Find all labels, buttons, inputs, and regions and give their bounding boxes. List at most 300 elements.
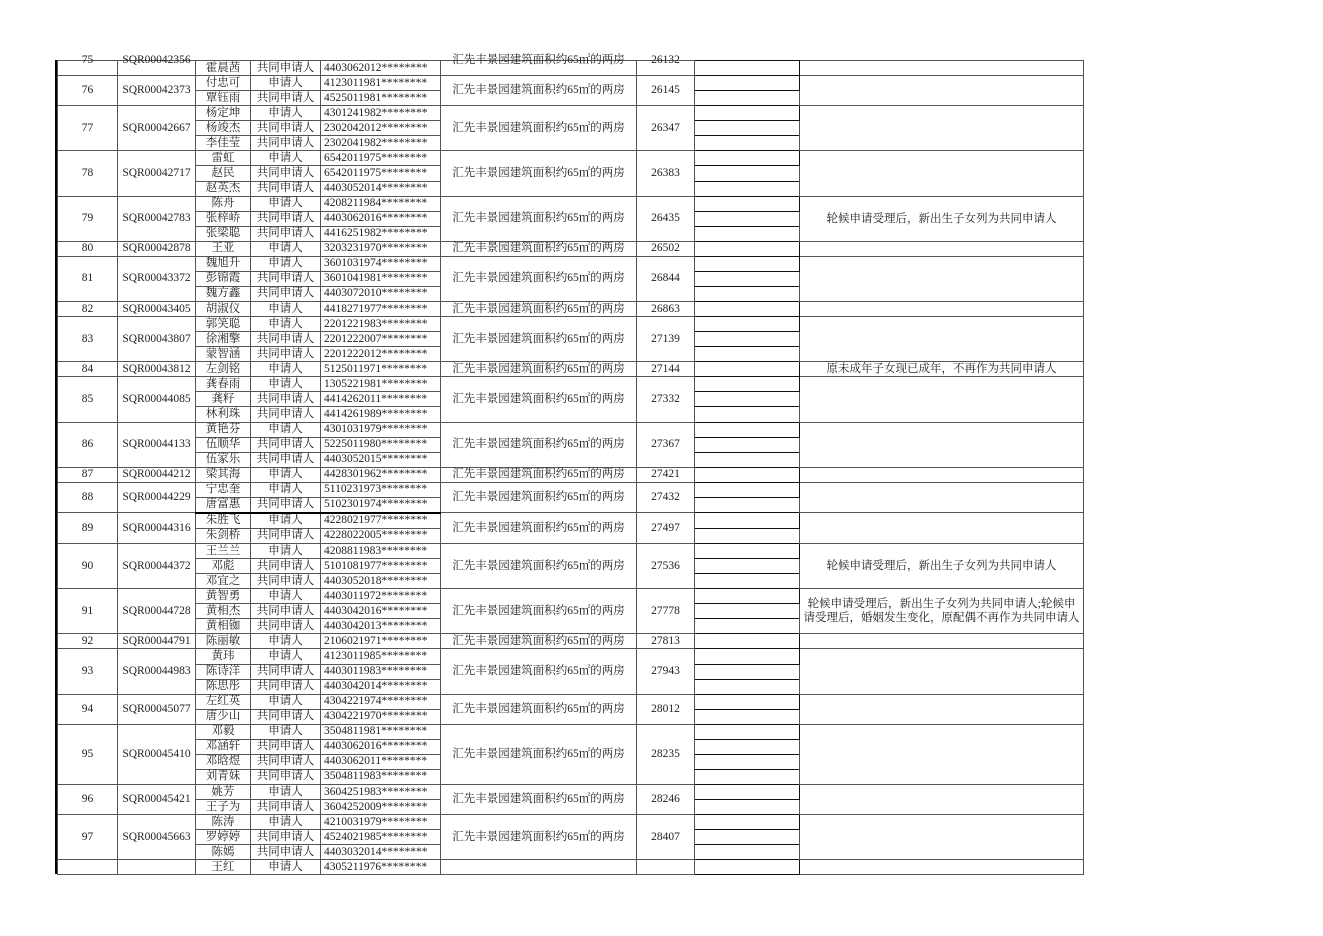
member-role (251, 302, 321, 317)
member-role-text: 共同申请人 (256, 121, 315, 134)
remark (800, 785, 1084, 815)
member-role-text: 共同申请人 (256, 800, 315, 813)
member-role (251, 452, 321, 467)
member-id-number (321, 151, 441, 166)
queue-number (637, 76, 695, 106)
member-name-text: 张梁聪 (205, 227, 241, 240)
application-code (118, 106, 196, 151)
queue-number-text: 26347 (651, 121, 680, 134)
member-id-number-text: 4304221974******** (324, 695, 428, 708)
blank-cell (695, 800, 800, 815)
member-role-text: 申请人 (268, 815, 303, 828)
member-role (251, 589, 321, 604)
blank-cell (695, 467, 800, 482)
member-id-number-text: 3604252009******** (324, 800, 428, 813)
member-id-number-text: 4414261989******** (324, 407, 428, 420)
member-role (251, 467, 321, 482)
member-name-text: 梁其海 (205, 468, 241, 481)
member-id-number-text: 4208211984******** (324, 197, 428, 210)
member-role-text: 申请人 (268, 317, 303, 330)
table-row (58, 785, 1084, 800)
member-id-number (321, 196, 441, 211)
blank-cell (695, 377, 800, 392)
queue-number-text: 26145 (651, 84, 680, 97)
member-role-text: 共同申请人 (256, 619, 315, 632)
member-id-number-text: 4418271977******** (324, 302, 428, 315)
member-name-text: 张梓峤 (205, 212, 241, 225)
queue-number (637, 362, 695, 377)
queue-number-text: 26844 (651, 272, 680, 285)
housing-project (441, 634, 637, 649)
group-number (58, 694, 118, 724)
member-id-number-text: 4305211976******** (324, 860, 428, 873)
member-role-text: 共同申请人 (256, 61, 315, 74)
application-code (118, 241, 196, 256)
member-id-number (321, 362, 441, 377)
member-role (251, 271, 321, 286)
member-id-number (321, 286, 441, 301)
queue-number-text: 27778 (651, 604, 680, 617)
application-code (118, 302, 196, 317)
application-code-text: SQR00042667 (122, 121, 191, 134)
group-number-text: 93 (81, 665, 94, 678)
blank-cell (695, 166, 800, 181)
housing-project-text: 汇先丰景园建筑面积约65㎡的两房 (452, 332, 625, 345)
member-id-number-text: 3601041981******** (324, 272, 428, 285)
queue-number (637, 724, 695, 784)
member-role-text: 共同申请人 (256, 227, 315, 240)
member-id-number-text: 3601031974******** (324, 257, 428, 270)
member-name (196, 815, 251, 830)
member-id-number (321, 619, 441, 634)
member-id-number (321, 136, 441, 151)
housing-project-text: 汇先丰景园建筑面积约65㎡的两房 (452, 392, 625, 405)
table-row (58, 694, 1084, 709)
member-id-number (321, 664, 441, 679)
member-name (196, 407, 251, 422)
member-id-number-text: 2201222012******** (324, 347, 428, 360)
housing-project-text: 汇先丰景园建筑面积约65㎡的两房 (452, 212, 625, 225)
table-row (58, 815, 1084, 830)
group-number (58, 513, 118, 544)
housing-project (441, 362, 637, 377)
remark (800, 362, 1084, 377)
application-code (118, 377, 196, 422)
application-code (118, 467, 196, 482)
remark (800, 724, 1084, 784)
table-row (58, 256, 1084, 271)
table-row (58, 241, 1084, 256)
member-name-text: 魏方鑫 (205, 287, 241, 300)
group-number (58, 76, 118, 106)
member-name (196, 362, 251, 377)
table-row (58, 317, 1084, 332)
member-role-text: 共同申请人 (256, 604, 315, 617)
member-role-text: 共同申请人 (256, 166, 315, 179)
member-id-number-text: 4403042014******** (324, 680, 428, 693)
member-role-text: 共同申请人 (256, 91, 315, 104)
group-number (58, 151, 118, 196)
member-name (196, 256, 251, 271)
member-id-number-text: 4403042016******** (324, 604, 428, 617)
application-code-text: SQR00043405 (122, 302, 191, 315)
member-name (196, 589, 251, 604)
member-role (251, 724, 321, 739)
housing-project-text: 汇先丰景园建筑面积约65㎡的两房 (452, 604, 625, 617)
group-number-text: 83 (81, 332, 94, 345)
table-row (58, 649, 1084, 664)
queue-number (637, 482, 695, 513)
housing-project-text: 汇先丰景园建筑面积约65㎡的两房 (452, 830, 625, 843)
application-code (118, 54, 196, 76)
table-row (58, 724, 1084, 739)
blank-cell (695, 226, 800, 241)
queue-number (637, 649, 695, 694)
member-id-number (321, 845, 441, 860)
blank-cell (695, 709, 800, 724)
table-row (58, 634, 1084, 649)
member-id-number (321, 769, 441, 784)
member-id-number (321, 604, 441, 619)
member-id-number (321, 544, 441, 559)
member-role (251, 482, 321, 497)
remark (800, 106, 1084, 151)
application-code-text: SQR00042878 (122, 242, 191, 255)
table-row (58, 860, 1084, 875)
member-id-number (321, 181, 441, 196)
member-id-number (321, 61, 441, 76)
member-id-number (321, 482, 441, 497)
blank-cell (695, 619, 800, 634)
member-role-text: 共同申请人 (256, 755, 315, 768)
group-number (58, 256, 118, 301)
member-role (251, 422, 321, 437)
member-name (196, 709, 251, 724)
member-name-text: 刘青妹 (205, 770, 241, 783)
housing-project (441, 241, 637, 256)
member-name-text: 黄相杰 (205, 604, 241, 617)
housing-project (441, 467, 637, 482)
member-name (196, 739, 251, 754)
member-role (251, 76, 321, 91)
blank-cell (695, 317, 800, 332)
housing-project-text: 汇先丰景园建筑面积约65㎡的两房 (452, 438, 625, 451)
remark (800, 513, 1084, 544)
housing-project-text: 汇先丰景园建筑面积约65㎡的两房 (452, 54, 625, 66)
member-name (196, 226, 251, 241)
member-role (251, 679, 321, 694)
member-name (196, 392, 251, 407)
member-role-text: 共同申请人 (256, 392, 315, 405)
housing-project-text: 汇先丰景园建筑面积约65㎡的两房 (452, 521, 625, 534)
group-number-text: 87 (81, 468, 94, 481)
group-number (58, 377, 118, 422)
queue-number-text: 26435 (651, 212, 680, 225)
housing-project (441, 54, 637, 76)
member-name (196, 769, 251, 784)
group-number-text: 80 (81, 242, 94, 255)
queue-number-text: 28012 (651, 702, 680, 715)
member-role (251, 800, 321, 815)
remark (800, 589, 1084, 634)
blank-cell (695, 91, 800, 106)
member-role (251, 739, 321, 754)
member-role (251, 332, 321, 347)
member-id-number-text: 5102301974******** (324, 498, 428, 511)
member-id-number-text: 4403042013******** (324, 619, 428, 632)
member-id-number-text: 2201222007******** (324, 332, 428, 345)
member-name (196, 544, 251, 559)
housing-project (441, 815, 637, 860)
member-role (251, 497, 321, 513)
queue-number (637, 589, 695, 634)
blank-cell (695, 634, 800, 649)
group-number-text: 90 (81, 559, 94, 572)
member-role-text: 共同申请人 (256, 347, 315, 360)
member-role (251, 241, 321, 256)
member-role (251, 664, 321, 679)
member-name-text: 左红英 (205, 695, 241, 708)
member-name-text: 伍顺华 (205, 438, 241, 451)
member-role (251, 544, 321, 559)
blank-cell (695, 121, 800, 136)
queue-number (637, 467, 695, 482)
group-number (58, 724, 118, 784)
member-role-text: 申请人 (268, 257, 303, 270)
application-code-text: SQR00043372 (122, 272, 191, 285)
member-name (196, 302, 251, 317)
member-role (251, 347, 321, 362)
member-role (251, 392, 321, 407)
member-name (196, 574, 251, 589)
member-id-number (321, 271, 441, 286)
group-number-text: 81 (81, 272, 94, 285)
queue-number-text: 27536 (651, 559, 680, 572)
application-code (118, 196, 196, 241)
member-name (196, 634, 251, 649)
member-name (196, 106, 251, 121)
queue-number (637, 694, 695, 724)
remark (800, 482, 1084, 513)
blank-cell (695, 604, 800, 619)
group-number (58, 54, 118, 76)
member-role-text: 共同申请人 (256, 272, 315, 285)
member-id-number-text: 4301241982******** (324, 106, 428, 119)
queue-number (637, 196, 695, 241)
member-name-text: 魏旭升 (205, 257, 241, 270)
application-code (118, 317, 196, 362)
member-name (196, 121, 251, 136)
housing-project (441, 649, 637, 694)
member-id-number (321, 724, 441, 739)
blank-cell (695, 830, 800, 845)
member-role-text: 共同申请人 (256, 574, 315, 587)
member-id-number-text: 4403052015******** (324, 453, 428, 466)
remark (800, 196, 1084, 241)
member-id-number (321, 694, 441, 709)
remark (800, 377, 1084, 422)
member-id-number (321, 106, 441, 121)
member-name (196, 528, 251, 543)
member-name (196, 482, 251, 497)
member-role-text: 共同申请人 (256, 498, 315, 511)
housing-project (441, 151, 637, 196)
member-name (196, 785, 251, 800)
member-id-number-text: 4403032014******** (324, 845, 428, 858)
member-name (196, 754, 251, 769)
member-id-number (321, 589, 441, 604)
spreadsheet-page (55, 54, 1084, 874)
member-role (251, 709, 321, 724)
application-code (118, 694, 196, 724)
member-id-number-text: 4403011972******** (324, 589, 428, 602)
member-role-text: 共同申请人 (256, 182, 315, 195)
remark (800, 302, 1084, 317)
application-code-text: SQR00042356 (122, 54, 191, 66)
blank-cell (695, 106, 800, 121)
member-name (196, 377, 251, 392)
member-name (196, 166, 251, 181)
application-code (118, 634, 196, 649)
table-row (58, 362, 1084, 377)
group-number-text: 92 (81, 634, 94, 647)
member-id-number (321, 91, 441, 106)
housing-project (441, 106, 637, 151)
queue-number-text: 27139 (651, 332, 680, 345)
blank-cell (695, 589, 800, 604)
blank-cell (695, 649, 800, 664)
queue-number-text: 27943 (651, 665, 680, 678)
member-name-text: 陈嫣 (211, 845, 235, 858)
member-id-number-text: 4228022005******** (324, 529, 428, 542)
member-name-text: 黄智勇 (205, 589, 241, 602)
queue-number-text: 26132 (651, 54, 680, 66)
member-role (251, 860, 321, 875)
member-id-number (321, 317, 441, 332)
member-role (251, 256, 321, 271)
remark (800, 544, 1084, 589)
application-code (118, 785, 196, 815)
blank-cell (695, 694, 800, 709)
blank-cell (695, 437, 800, 452)
member-name-text: 赵英杰 (205, 182, 241, 195)
application-code (118, 815, 196, 860)
housing-project-text: 汇先丰景园建筑面积约65㎡的两房 (452, 702, 625, 715)
application-code (118, 589, 196, 634)
housing-project (441, 317, 637, 362)
member-name (196, 694, 251, 709)
member-role-text: 申请人 (268, 483, 303, 496)
application-code (118, 362, 196, 377)
queue-number-text: 28246 (651, 793, 680, 806)
group-number (58, 362, 118, 377)
housing-project-text: 汇先丰景园建筑面积约65㎡的两房 (452, 634, 625, 647)
housing-project (441, 694, 637, 724)
application-code-text: SQR00045077 (122, 702, 191, 715)
member-name-text: 徐湘擎 (205, 332, 241, 345)
group-number-text: 89 (81, 521, 94, 534)
housing-project-text: 汇先丰景园建筑面积约65㎡的两房 (452, 491, 625, 504)
member-role-text: 申请人 (268, 860, 303, 873)
member-id-number (321, 422, 441, 437)
remark (800, 694, 1084, 724)
member-name-text: 王红 (211, 860, 235, 873)
member-name-text: 杨竣杰 (205, 121, 241, 134)
member-id-number-text: 4403052014******** (324, 182, 428, 195)
blank-cell (695, 482, 800, 497)
member-name-text: 姚芳 (211, 785, 235, 798)
blank-cell (695, 452, 800, 467)
application-code-text: SQR00044316 (122, 521, 191, 534)
queue-number-text: 27367 (651, 438, 680, 451)
group-number (58, 785, 118, 815)
member-id-number-text: 4403052018******** (324, 574, 428, 587)
remark (800, 649, 1084, 694)
blank-cell (695, 785, 800, 800)
remark (800, 467, 1084, 482)
member-id-number (321, 830, 441, 845)
member-id-number-text: 3504811983******** (324, 770, 428, 783)
application-code-text: SQR00043807 (122, 332, 191, 345)
member-name (196, 513, 251, 529)
blank-cell (695, 302, 800, 317)
queue-number (637, 106, 695, 151)
member-role (251, 226, 321, 241)
table-row (58, 589, 1084, 604)
application-code-text: SQR00043812 (122, 362, 191, 375)
blank-cell (695, 61, 800, 76)
member-id-number-text: 2302041982******** (324, 136, 428, 149)
member-name (196, 437, 251, 452)
table-row (58, 377, 1084, 392)
member-role-text: 共同申请人 (256, 438, 315, 451)
application-code-text: SQR00044791 (122, 634, 191, 647)
member-name-text: 邓毅 (211, 725, 235, 738)
member-id-number-text: 2302042012******** (324, 121, 428, 134)
member-id-number (321, 513, 441, 529)
remark (800, 317, 1084, 362)
member-name (196, 679, 251, 694)
member-role (251, 785, 321, 800)
member-name-text: 胡淑仪 (205, 302, 241, 315)
housing-project-text: 汇先丰景园建筑面积约65㎡的两房 (452, 747, 625, 760)
member-id-number-text: 4208811983******** (324, 544, 428, 557)
member-role (251, 830, 321, 845)
member-id-number (321, 452, 441, 467)
housing-project-text: 汇先丰景园建筑面积约65㎡的两房 (452, 793, 625, 806)
group-number-text: 79 (81, 212, 94, 225)
member-role-text: 申请人 (268, 423, 303, 436)
application-code-text: SQR00045410 (122, 747, 191, 760)
member-id-number (321, 860, 441, 875)
housing-project (441, 589, 637, 634)
member-role (251, 754, 321, 769)
application-code (118, 649, 196, 694)
blank-cell (695, 407, 800, 422)
member-id-number (321, 407, 441, 422)
application-code-text: SQR00044085 (122, 392, 191, 405)
housing-project (441, 256, 637, 301)
application-code-text: SQR00044728 (122, 604, 191, 617)
member-name (196, 649, 251, 664)
member-id-number-text: 5101081977******** (324, 559, 428, 572)
table-row (58, 513, 1084, 529)
applicant-table (57, 54, 1084, 875)
member-role (251, 407, 321, 422)
member-id-number (321, 754, 441, 769)
member-name-text: 龚春雨 (205, 377, 241, 390)
group-number-text: 86 (81, 438, 94, 451)
